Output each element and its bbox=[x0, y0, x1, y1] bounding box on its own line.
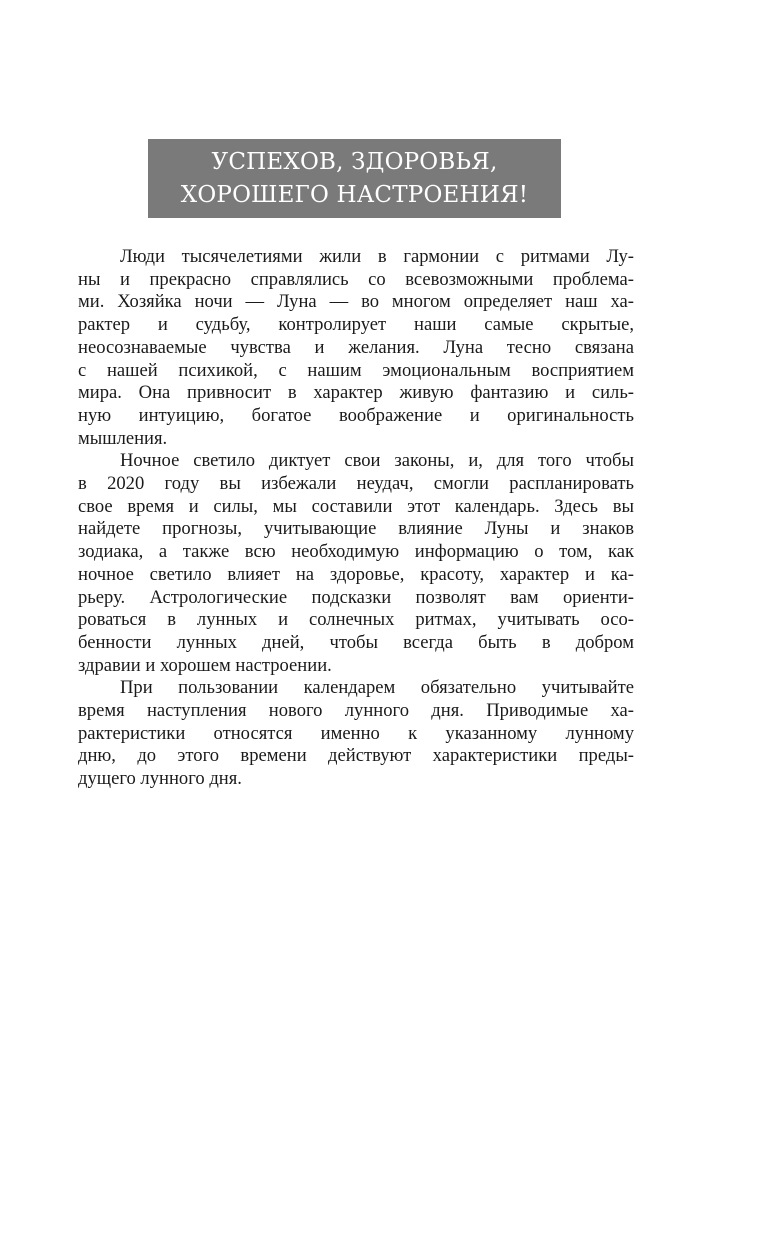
body-text bbox=[78, 246, 634, 791]
heading-line-1: УСПЕХОВ, ЗДОРОВЬЯ, bbox=[211, 148, 498, 175]
text-line: зодиака, а также всю необходимую информацию о том, как bbox=[78, 541, 634, 563]
text-line: мышления. bbox=[78, 427, 168, 449]
text-line: с нашей психикой, с нашим эмоциональным восприятием bbox=[78, 359, 634, 381]
text-line: здравии и хорошем настроении. bbox=[78, 654, 332, 676]
text-line: Ночное светило диктует свои законы, и, для того чтобы bbox=[120, 450, 634, 472]
text-line: время наступления нового лунного дня. Приводимые ха- bbox=[78, 700, 634, 722]
text-line: ми. Хозяйка ночи — Луна — во многом определяет наш ха- bbox=[78, 291, 634, 313]
text-line: найдете прогнозы, учитывающие влияние Луны и знаков bbox=[78, 518, 634, 540]
text-line: роваться в лунных и солнечных ритмах, учитывать осо- bbox=[78, 609, 634, 631]
paragraph-2 bbox=[78, 450, 634, 677]
text-line: Люди тысячелетиями жили в гармонии с ритмами Лу- bbox=[120, 246, 634, 267]
text-line: бенности лунных дней, чтобы всегда быть в добром bbox=[78, 631, 634, 653]
text-line: в 2020 году вы избежали неудач, смогли распланировать bbox=[78, 473, 634, 495]
text-line: рьеру. Астрологические подсказки позволят вам ориенти- bbox=[78, 586, 634, 608]
text-line: ны и прекрасно справлялись со всевозможными проблема- bbox=[78, 268, 634, 290]
text-line: ночное светило влияет на здоровье, красоту, характер и ка- bbox=[78, 563, 634, 585]
text-line: дню, до этого времени действуют характеристики преды- bbox=[78, 745, 634, 767]
text-line: мира. Она привносит в характер живую фантазию и силь- bbox=[78, 382, 634, 404]
text-line: неосознаваемые чувства и желания. Луна тесно связана bbox=[78, 336, 634, 358]
paragraph-3 bbox=[78, 677, 634, 791]
text-line: рактер и судьбу, контролирует наши самые скрытые, bbox=[78, 314, 634, 336]
text-line: рактеристики относятся именно к указанному лунному bbox=[78, 722, 634, 744]
text-line: При пользовании календарем обязательно учитывайте bbox=[120, 677, 634, 699]
paragraph-1 bbox=[78, 246, 634, 450]
text-line: ную интуицию, богатое воображение и оригинальность bbox=[78, 404, 634, 426]
heading-line-2: ХОРОШЕГО НАСТРОЕНИЯ! bbox=[180, 181, 529, 208]
text-line: дущего лунного дня. bbox=[78, 768, 242, 790]
section-heading bbox=[148, 139, 561, 218]
text-line: свое время и силы, мы составили этот календарь. Здесь вы bbox=[78, 495, 634, 517]
